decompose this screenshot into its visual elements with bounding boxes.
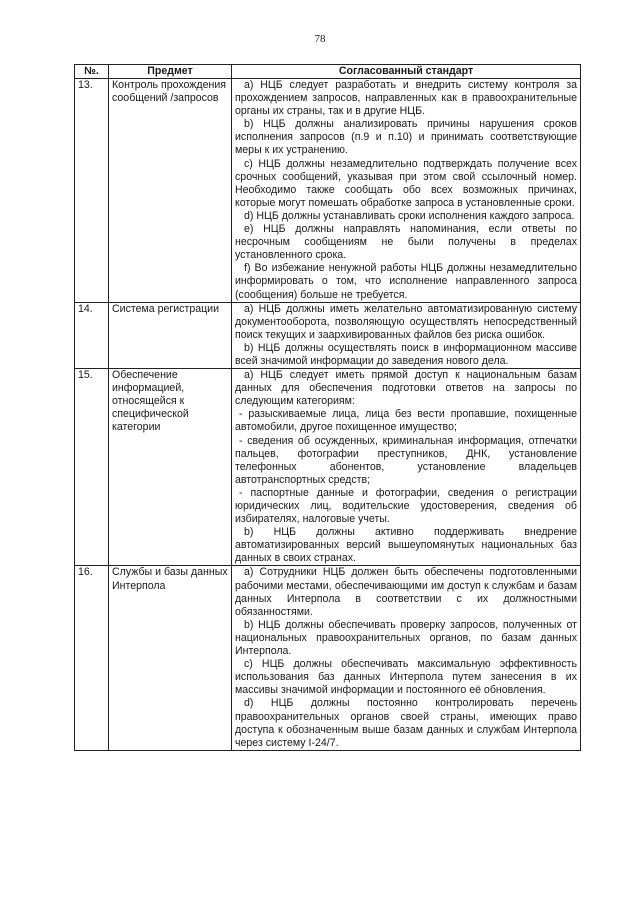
standard-paragraph: d) НЦБ должны устанавливать сроки исполнения каждого запроса.	[244, 209, 575, 222]
category-list-item: - сведения об осужденных, криминальная информация, отпечатки пальцев, фотографии преступников, ДНК, установление телефонных абонентов, установление владельцев автотранспортных средств;	[235, 434, 577, 486]
row-subject: Система регистрации	[109, 302, 232, 368]
category-list-item: - паспортные данные и фотографии, сведения о регистрации юридических лиц, водительские удостоверения, сведения об избирателях, налоговые учеты.	[235, 486, 577, 526]
table-row-13	[75, 79, 581, 303]
standard-paragraph: f) Во избежание ненужной работы НЦБ должны незамедлительно информировать о том, что исполнение направленного запроса (сообщения) больше не требуется.	[235, 262, 577, 301]
table-row-14	[75, 302, 581, 368]
header-standard: Согласованный стандарт	[232, 65, 581, 79]
header-number: №.	[75, 65, 109, 79]
table-row-15	[75, 369, 581, 566]
row-number: 16.	[75, 566, 109, 750]
category-list-item: - разыскиваемые лица, лица без вести пропавшие, похищенные автомобили, другое похищенное имущество;	[235, 408, 577, 434]
row-number: 15.	[75, 369, 109, 566]
standard-paragraph: b) НЦБ должны анализировать причины нарушения сроков исполнения запросов (п.9 и п.10) и принимать соответствующие меры к их устранению.	[235, 118, 577, 157]
standard-paragraph: b) НЦБ должны обеспечивать проверку запросов, полученных от национальных правоохранительных органов, по базам данных Интерпола.	[235, 618, 577, 658]
standard-paragraph: e) НЦБ должны направлять напоминания, если ответы по несрочным сообщениям не были получены в пределах установленного срока.	[235, 223, 577, 262]
standard-paragraph: b) НЦБ должны осуществлять поиск в информационном массиве всей значимой информации до заведения нового дела.	[235, 341, 577, 367]
row-standard	[232, 302, 581, 368]
standard-paragraph: b) НЦБ должны активно поддерживать внедрение автоматизированных версий вышеупомянутых национальных баз данных в своих странах.	[235, 526, 577, 565]
row-number: 14.	[75, 302, 109, 368]
standards-table	[74, 64, 581, 751]
standard-paragraph: a) НЦБ должны иметь желательно автоматизированную систему документооборота, позволяющую осуществлять непосредственный поиск текущих и заархивированных файлов без риска ошибок.	[235, 302, 577, 341]
row-number: 13.	[75, 79, 109, 303]
page-number: 78	[314, 33, 326, 45]
standard-paragraph: a) НЦБ следует разработать и внедрить систему контроля за прохождением запросов, направленных как в правоохранительные органы их страны, так и в другие НЦБ.	[235, 79, 577, 118]
row-subject: Службы и базы данных Интерпола	[109, 566, 232, 750]
row-standard	[232, 79, 581, 303]
standard-paragraph: d) НЦБ должны постоянно контролировать перечень правоохранительных органов своей страны, имеющих право доступа к обозначенным выше базам данных и службам Интерпола через систему I-24/7.	[235, 697, 577, 749]
standard-paragraph: a) Сотрудники НЦБ должен быть обеспечены подготовленными рабочими местами, обеспечивающими им доступ к службам и базам данных Интерпола в соответствии с их должностными обязанностями.	[235, 566, 577, 618]
row-standard	[232, 566, 581, 750]
table-row-16	[75, 566, 581, 750]
row-subject: Контроль прохождения сообщений /запросов	[109, 79, 232, 303]
standard-paragraph: c) НЦБ должны незамедлительно подтверждать получение всех срочных сообщений, указывая при этом свой ссылочный номер. Необходимо также сообщать обо всех возможных причинах, которые могут помешать обработке запроса в установленные сроки.	[235, 157, 577, 209]
header-subject: Предмет	[109, 65, 232, 79]
row-subject: Обеспечение информацией, относящейся к специфической категории	[109, 369, 232, 566]
table-header-row	[75, 65, 581, 79]
standard-paragraph: a) НЦБ следует иметь прямой доступ к национальным базам данных для обеспечения подготовки ответов на запросы по следующим категориям:	[235, 369, 577, 408]
row-standard	[232, 369, 581, 566]
standard-paragraph: c) НЦБ должны обеспечивать максимальную эффективность использования баз данных Интерпола путем занесения в их массивы значимой информации и постоянного её обновления.	[235, 658, 577, 697]
